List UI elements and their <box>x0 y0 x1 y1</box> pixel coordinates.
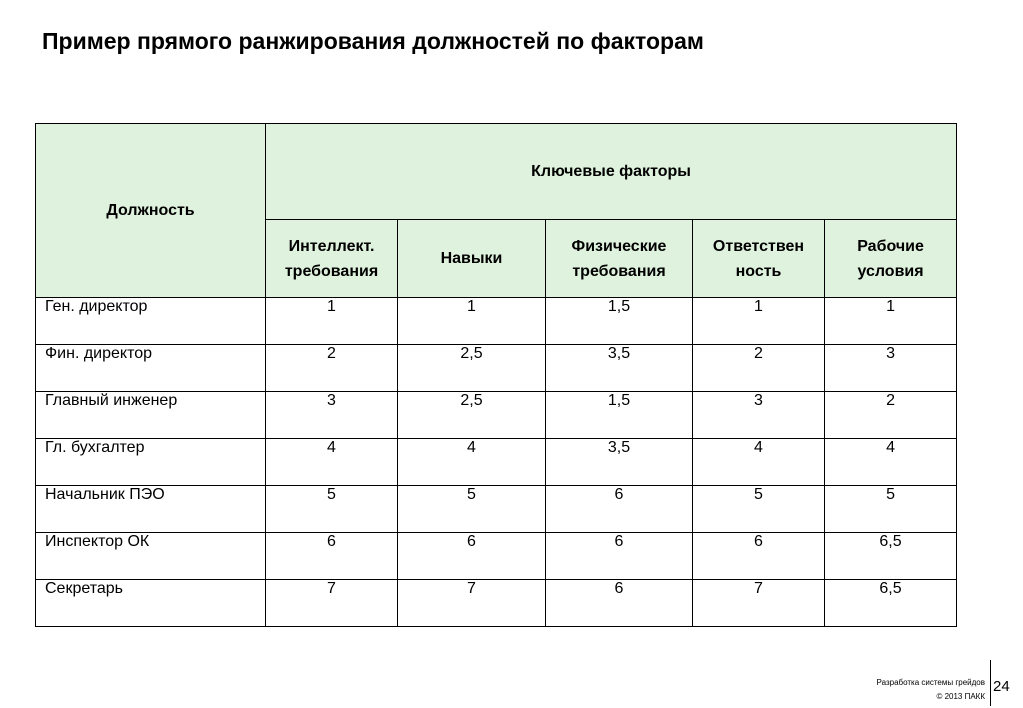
value-cell: 6 <box>266 533 398 580</box>
value-cell: 6 <box>546 580 693 627</box>
value-cell: 6 <box>398 533 546 580</box>
value-cell: 2 <box>266 345 398 392</box>
table-row <box>36 345 957 392</box>
value-cell: 6,5 <box>825 533 957 580</box>
position-column-header: Должность <box>36 124 266 298</box>
table-row <box>36 298 957 345</box>
footer-copyright: © 2013 ПАКК <box>936 692 985 701</box>
value-cell: 4 <box>398 439 546 486</box>
value-cell: 3 <box>693 392 825 439</box>
value-cell: 6 <box>546 533 693 580</box>
position-cell: Инспектор ОК <box>36 533 266 580</box>
value-cell: 2 <box>825 392 957 439</box>
value-cell: 1,5 <box>546 392 693 439</box>
position-cell: Ген. директор <box>36 298 266 345</box>
value-cell: 2 <box>693 345 825 392</box>
value-cell: 6,5 <box>825 580 957 627</box>
value-cell: 3,5 <box>546 439 693 486</box>
value-cell: 1 <box>825 298 957 345</box>
page-number: 24 <box>993 678 1010 695</box>
value-cell: 7 <box>693 580 825 627</box>
position-cell: Начальник ПЭО <box>36 486 266 533</box>
value-cell: 5 <box>693 486 825 533</box>
table-row <box>36 533 957 580</box>
table-row <box>36 486 957 533</box>
factor-header-intellect: Интеллект. требования <box>266 220 398 298</box>
position-cell: Гл. бухгалтер <box>36 439 266 486</box>
ranking-table <box>35 123 957 627</box>
value-cell: 3 <box>266 392 398 439</box>
value-cell: 5 <box>266 486 398 533</box>
value-cell: 6 <box>693 533 825 580</box>
factor-header-skills: Навыки <box>398 220 546 298</box>
factor-header-responsibility: Ответствен ность <box>693 220 825 298</box>
value-cell: 5 <box>398 486 546 533</box>
value-cell: 1,5 <box>546 298 693 345</box>
page-title: Пример прямого ранжирования должностей по факторам <box>42 28 704 54</box>
value-cell: 3 <box>825 345 957 392</box>
value-cell: 1 <box>693 298 825 345</box>
factor-header-physical: Физические требования <box>546 220 693 298</box>
position-cell: Главный инженер <box>36 392 266 439</box>
factors-group-header: Ключевые факторы <box>266 124 957 220</box>
table-row <box>36 392 957 439</box>
factor-header-conditions: Рабочие условия <box>825 220 957 298</box>
position-cell: Фин. директор <box>36 345 266 392</box>
value-cell: 6 <box>546 486 693 533</box>
value-cell: 1 <box>398 298 546 345</box>
table-row <box>36 580 957 627</box>
value-cell: 4 <box>825 439 957 486</box>
value-cell: 4 <box>266 439 398 486</box>
value-cell: 2,5 <box>398 345 546 392</box>
value-cell: 1 <box>266 298 398 345</box>
value-cell: 7 <box>398 580 546 627</box>
value-cell: 5 <box>825 486 957 533</box>
value-cell: 2,5 <box>398 392 546 439</box>
value-cell: 4 <box>693 439 825 486</box>
table-row <box>36 439 957 486</box>
value-cell: 7 <box>266 580 398 627</box>
position-cell: Секретарь <box>36 580 266 627</box>
value-cell: 3,5 <box>546 345 693 392</box>
footer-project-name: Разработка системы грейдов <box>876 678 985 687</box>
footer-divider <box>990 660 991 706</box>
slide-footer <box>877 676 985 704</box>
